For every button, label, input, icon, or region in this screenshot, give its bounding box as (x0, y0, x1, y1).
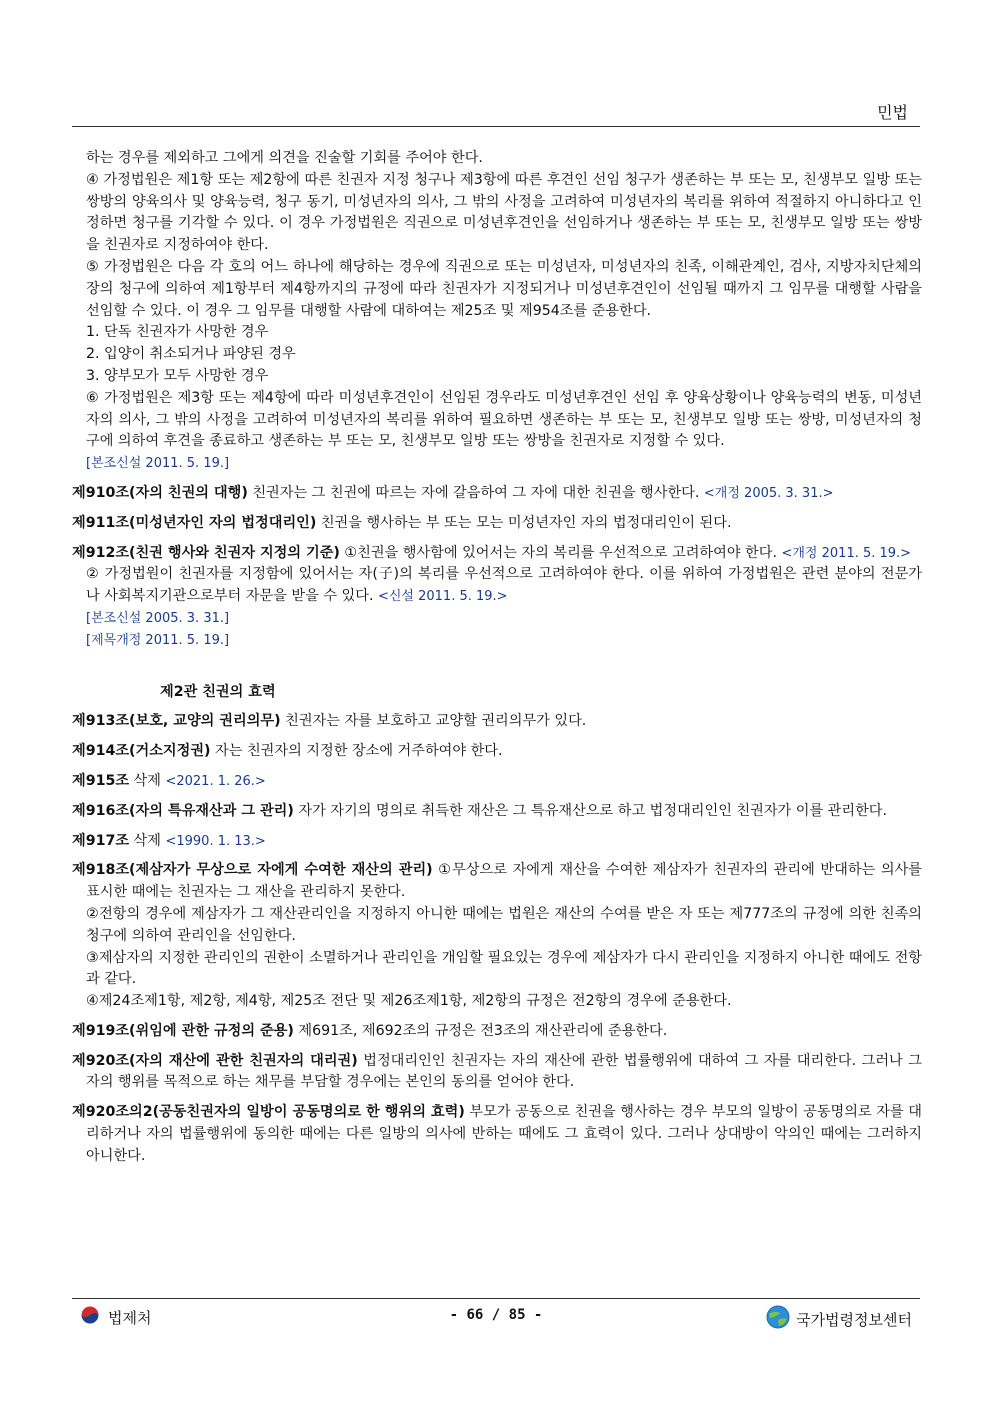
article-paragraph (72, 771, 922, 793)
paragraph-text: 법정대리인인 친권자는 자의 재산에 관한 법률행위에 대하여 그 자를 대리한다. 그러나 그 자의 행위를 목적으로 하는 채무를 부담할 경우에는 본인의 동의를 얻어야 한다. (86, 1052, 923, 1091)
article-paragraph (72, 1021, 922, 1043)
paragraph-text: ②전항의 경우에 제삼자가 그 재산관리인을 지정하지 아니한 때에는 법원은 재산의 수여를 받은 자 또는 제777조의 규정에 의한 친족의 청구에 의하여 관리인을 선임한다. (86, 905, 922, 944)
footer-divider (72, 1298, 920, 1299)
article-heading: 제918조(제삼자가 무상으로 자에게 수여한 재산의 관리) (72, 862, 433, 879)
paragraph-text: ④ 가정법원은 제1항 또는 제2항에 따른 친권자 지정 청구나 제3항에 따른 후견인 선임 청구가 생존하는 부 또는 모, 친생부모 일방 또는 쌍방의 양육의사 및 양육능력, 청구 동기, 미성년자의 의사, 그 밖의 사정을 고려하여 미성년자의 복리를 위하여 적절하지 아니하다고 인정하면 청구를 기각할 수 있다. 이 경우 가정법원은 직권으로 미성년후견인을 선임하거나 생존하는 부 또는 모, 친생부모 일방 또는 쌍방을 친권자로 지정하여야 한다. (86, 171, 922, 254)
body-paragraph (72, 948, 922, 992)
article-paragraph (72, 513, 922, 535)
article-paragraph (72, 1051, 922, 1095)
body-paragraph (72, 366, 922, 388)
article-heading: 제920조(자의 재산에 관한 친권자의 대리권) (72, 1052, 358, 1069)
paragraph-text: 자는 친권자의 지정한 장소에 거주하여야 한다. (210, 743, 503, 760)
paragraph-text: 자가 자기의 명의로 취득한 재산은 그 특유재산으로 하고 법정대리인인 친권자가 이를 관리한다. (293, 802, 888, 819)
paragraph-text: ⑥ 가정법원은 제3항 또는 제4항에 따라 미성년후견인이 선임된 경우라도 미성년후견인 선임 후 양육상황이나 양육능력의 변동, 미성년자의 의사, 그 밖의 사정을 고려하여 미성년자의 복리를 위하여 필요하면 생존하는 부 또는 모, 친생부모 일방 또는 쌍방, 미성년자의 청구에 의하여 후견을 종료하고 생존하는 부 또는 모, 친생부모 일방 또는 쌍방을 친권자로 지정할 수 있다. (86, 389, 922, 450)
agency-name: 법제처 (108, 1308, 152, 1327)
paragraph-text: 친권자는 자를 보호하고 교양할 권리의무가 있다. (280, 713, 587, 730)
paragraph-text: 3. 양부모가 모두 사망한 경우 (86, 367, 269, 384)
article-heading: 제910조(자의 친권의 대행) (72, 484, 248, 501)
article-heading: 제913조(보호, 교양의 권리의무) (72, 713, 281, 730)
amendment-note: [본조신설 2005. 3. 31.] (86, 610, 230, 626)
body-paragraph (72, 904, 922, 948)
paragraph-text: ③제삼자의 지정한 관리인의 권한이 소멸하거나 관리인을 개임할 필요있는 경우에 제삼자가 다시 관리인을 지정하지 아니한 때에도 전항과 같다. (86, 949, 922, 988)
body-paragraph (72, 257, 922, 322)
paragraph-text: ② 가정법원이 친권자를 지정함에 있어서는 자(子)의 복리를 우선적으로 고려하여야 한다. 이를 위하여 가정법원은 관련 분야의 전문가나 사회복지기관으로부터 자문을 받을 수 있다. (86, 566, 922, 605)
body-paragraph (72, 388, 922, 453)
body-paragraph (72, 991, 922, 1013)
amendment-note: [본조신설 2011. 5. 19.] (86, 456, 230, 472)
body-paragraph (72, 344, 922, 366)
paragraph-text: ①무상으로 자에게 재산을 수여한 제삼자가 친권자의 관리에 반대하는 의사를 표시한 때에는 친권자는 그 재산을 관리하지 못한다. (86, 862, 922, 901)
paragraph-text: 제2관 친권의 효력 (160, 683, 276, 700)
globe-logo-icon (766, 1305, 790, 1333)
document-body (72, 148, 922, 1168)
article-paragraph (72, 711, 922, 733)
article-heading: 제920조의2(공동친권자의 일방이 공동명의로 한 행위의 효력) (72, 1104, 465, 1121)
amendment-note: <개정 2011. 5. 19.> (781, 545, 912, 561)
info-center-name: 국가법령정보센터 (796, 1310, 912, 1329)
article-heading: 제917조 (72, 832, 130, 849)
paragraph-text: 삭제 (129, 772, 166, 789)
amendment-note: <1990. 1. 13.> (165, 833, 266, 849)
article-heading: 제914조(거소지정권) (72, 743, 211, 760)
amendment-note: <2021. 1. 26.> (165, 773, 266, 789)
page-number: - 66 / 85 - (449, 1307, 543, 1323)
article-paragraph (72, 741, 922, 763)
paragraph-text: 친권자는 그 친권에 따르는 자에 갈음하여 그 자에 대한 친권을 행사한다. (247, 484, 704, 501)
amendment-note: <신설 2011. 5. 19.> (377, 589, 508, 605)
article-paragraph (72, 483, 922, 505)
paragraph-text: ⑤ 가정법원은 다음 각 호의 어느 하나에 해당하는 경우에 직권으로 또는 미성년자, 미성년자의 친족, 이해관계인, 검사, 지방자치단체의 장의 청구에 의하여 제1항부터 제4항까지의 규정에 따라 친권자가 지정되거나 미성년후견인이 선임될 때까지 그 임무를 대행할 사람을 선임할 수 있다. 이 경우 그 임무를 대행할 사람에 대하여는 제25조 및 제954조를 준용한다. (86, 258, 922, 319)
body-paragraph (72, 630, 922, 652)
page-footer (72, 1305, 920, 1331)
article-paragraph (72, 543, 922, 565)
page-header (72, 96, 920, 127)
article-paragraph (72, 860, 922, 904)
article-paragraph (72, 801, 922, 823)
paragraph-text: 친권을 행사하는 부 또는 모는 미성년자인 자의 법정대리인이 된다. (316, 514, 732, 531)
paragraph-text: 2. 입양이 취소되거나 파양된 경우 (86, 346, 296, 363)
paragraph-text: 하는 경우를 제외하고 그에게 의견을 진술할 기회를 주어야 한다. (86, 150, 483, 166)
article-paragraph (72, 831, 922, 853)
body-paragraph (72, 453, 922, 475)
article-heading: 제916조(자의 특유재산과 그 관리) (72, 802, 294, 819)
section-heading (160, 682, 922, 704)
body-paragraph (72, 608, 922, 630)
body-paragraph (72, 322, 922, 344)
article-heading: 제911조(미성년자인 자의 법정대리인) (72, 514, 317, 531)
document-title: 민법 (877, 103, 908, 122)
paragraph-text: ①친권을 행사함에 있어서는 자의 복리를 우선적으로 고려하여야 한다. (339, 544, 782, 561)
body-paragraph (72, 170, 922, 257)
article-paragraph (72, 1102, 922, 1167)
amendment-note: [제목개정 2011. 5. 19.] (86, 632, 230, 648)
article-heading: 제912조(친권 행사와 친권자 지정의 기준) (72, 544, 340, 561)
paragraph-text: 제691조, 제692조의 규정은 전3조의 재산관리에 준용한다. (293, 1022, 668, 1039)
paragraph-text: 부모가 공동으로 친권을 행사하는 경우 부모의 일방이 공동명의로 자를 대리하거나 자의 법률행위에 동의한 때에는 다른 일방의 의사에 반하는 때에도 그 효력이 있다. 그러나 상대방이 악의인 때에는 그러하지 아니한다. (86, 1104, 922, 1164)
paragraph-text: 삭제 (129, 832, 166, 849)
paragraph-text: 1. 단독 친권자가 사망한 경우 (86, 324, 269, 341)
paragraph-text: ④제24조제1항, 제2항, 제4항, 제25조 전단 및 제26조제1항, 제2항의 규정은 전2항의 경우에 준용한다. (86, 993, 732, 1010)
article-heading: 제919조(위임에 관한 규정의 준용) (72, 1022, 294, 1039)
body-paragraph (72, 564, 922, 608)
body-paragraph (72, 148, 922, 170)
amendment-note: <개정 2005. 3. 31.> (703, 485, 834, 501)
article-heading: 제915조 (72, 772, 130, 789)
